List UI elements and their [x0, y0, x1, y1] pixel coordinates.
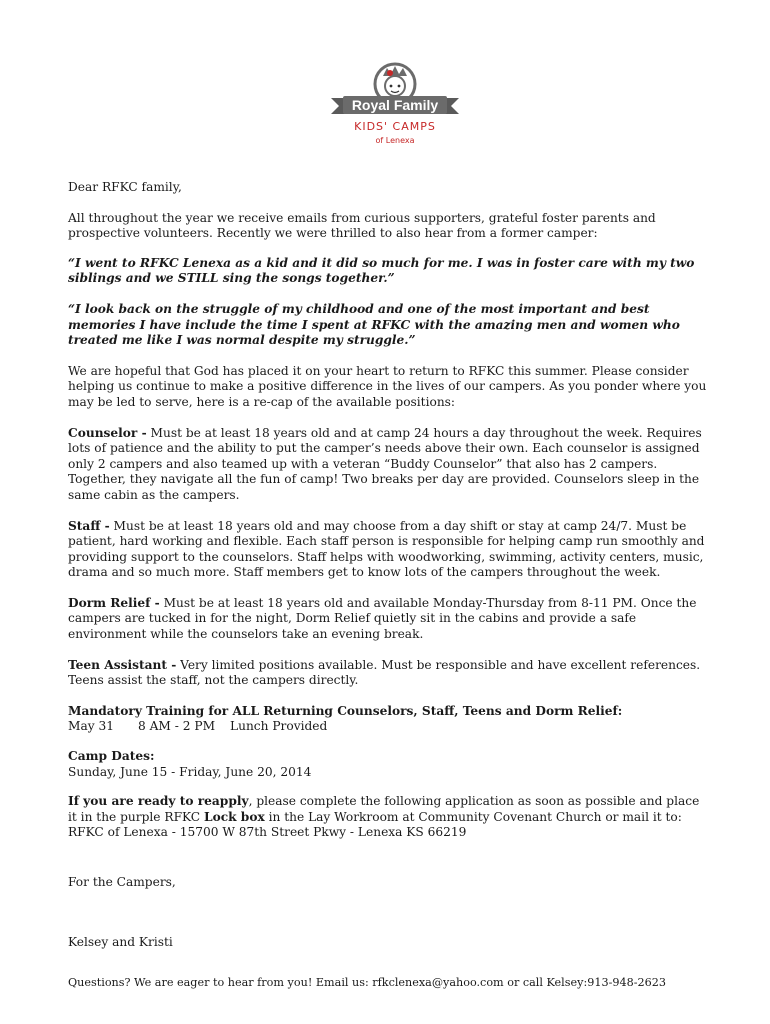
- reapply-lead: If you are ready to reapply: [68, 794, 249, 809]
- training-section: [68, 704, 708, 735]
- intro-paragraph: All throughout the year we receive emails from curious supporters, grateful foster parents and prospective volunteers. Recently we were thrilled to also hear from a former camper:: [68, 210, 656, 241]
- position-title: Staff -: [68, 518, 110, 533]
- lock-box: Lock box: [204, 809, 265, 824]
- logo-line2: KIDS' CAMPS: [354, 120, 436, 133]
- training-heading: Mandatory Training for ALL Returning Counselors, Staff, Teens and Dorm Relief:: [68, 703, 623, 718]
- position-teen-assistant: [68, 658, 708, 689]
- training-time: 8 AM - 2 PM: [138, 719, 216, 734]
- greeting: Dear RFKC family,: [68, 180, 182, 194]
- signature: Kelsey and Kristi: [68, 934, 173, 949]
- camp-dates-heading: Camp Dates:: [68, 749, 155, 764]
- reapply-mid: , please complete the following application as soon as possible and place it in the purple RFKC: [68, 794, 700, 824]
- footer-contact: Questions? We are eager to hear from you! Email us: rfkclenexa@yahoo.com or call Kelsey:913-948-2623: [68, 976, 666, 989]
- reapply-tail: in the Lay Workroom at Community Covenant Church or mail it to:: [264, 809, 682, 824]
- training-details: [68, 719, 708, 735]
- position-text: Very limited positions available. Must be responsible and have excellent references. Teens assist the staff, not the campers directly.: [68, 657, 701, 688]
- position-title: Dorm Relief -: [68, 595, 160, 610]
- royal-family-kids-camps-logo: [329, 60, 461, 152]
- reapply-section: [68, 794, 708, 841]
- logo-line1: Royal Family: [351, 97, 439, 113]
- camper-quote-2: “I look back on the struggle of my childhood and one of the most important and best memories I have include the time I spent at RFKC with the amazing men and women who treated me like I was normal despite my struggle.”: [68, 301, 680, 348]
- closing: For the Campers,: [68, 875, 176, 889]
- position-title: Counselor -: [68, 425, 147, 440]
- position-counselor: [68, 426, 708, 504]
- letter-body: [68, 180, 708, 950]
- position-text: Must be at least 18 years old and at camp 24 hours a day throughout the week. Requires lots of patience and the ability to put the camper’s needs above their own. Each counselor is assigned only 2 campers and also teamed up with a veteran “Buddy Counselor” that also has 2 campers. Together, they navigate all the fun of camp! Two breaks per day are provided. Counselors sleep in the same cabin as the campers.: [68, 425, 702, 502]
- position-staff: [68, 519, 708, 581]
- position-dorm-relief: [68, 596, 708, 643]
- heart-icon: [387, 70, 393, 76]
- invitation-paragraph: We are hopeful that God has placed it on your heart to return to RFKC this summer. Please consider helping us continue to make a positive difference in the lives of our campers. As you ponder where you may be led to serve, here is a re-cap of the available positions:: [68, 363, 707, 409]
- position-text: Must be at least 18 years old and may choose from a day shift or stay at camp 24/7. Must be patient, hard working and flexible. Each staff person is responsible for helping camp run smoothly and providing support to the counselors. Staff helps with woodworking, swimming, activity centers, music, drama and so much more. Staff members get to know lots of the campers throughout the week.: [68, 518, 705, 580]
- camp-dates-value: Sunday, June 15 - Friday, June 20, 2014: [68, 764, 312, 779]
- camper-quote-1: “I went to RFKC Lenexa as a kid and it did so much for me. I was in foster care with my two siblings and we STILL sing the songs together.”: [68, 255, 695, 286]
- training-date: May 31: [68, 719, 115, 734]
- training-note: Lunch Provided: [230, 719, 328, 734]
- position-text: Must be at least 18 years old and available Monday-Thursday from 8-11 PM. Once the campers are tucked in for the night, Dorm Relief quietly sit in the cabins and provide a safe environment while the counselors take an evening break.: [68, 595, 697, 642]
- logo-line3: of Lenexa: [375, 136, 415, 145]
- position-title: Teen Assistant -: [68, 657, 177, 672]
- camp-dates-section: [68, 749, 708, 780]
- mailing-address: RFKC of Lenexa - 15700 W 87th Street Pkwy - Lenexa KS 66219: [68, 825, 467, 840]
